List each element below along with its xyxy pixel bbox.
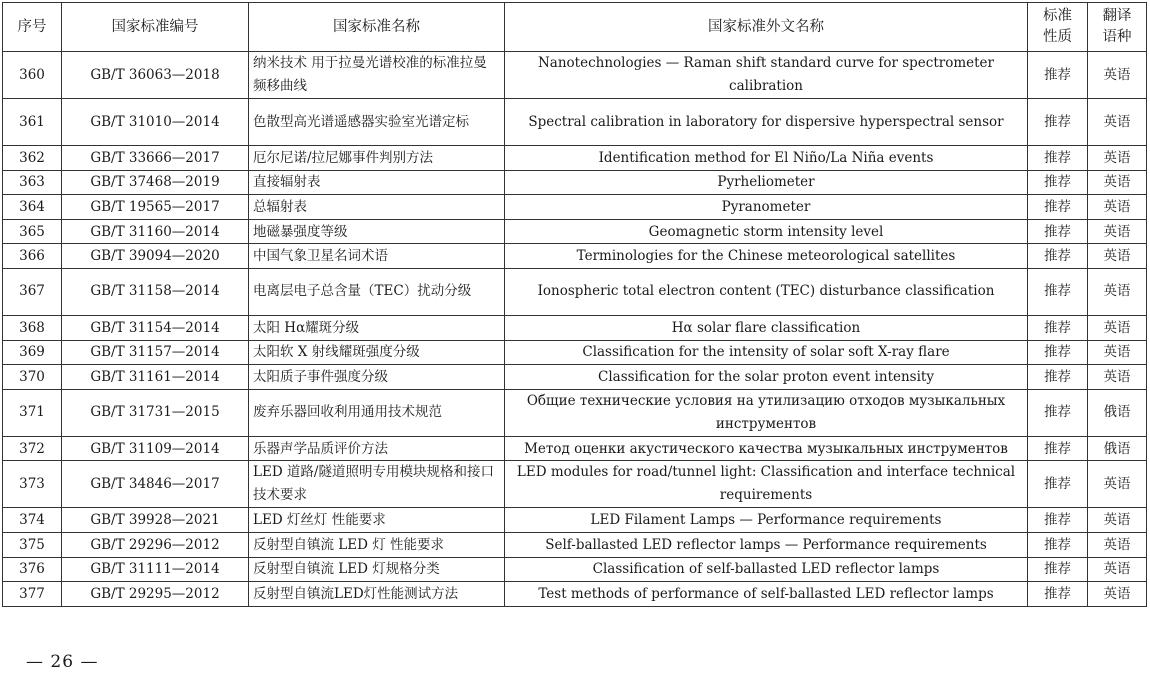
cell-nature: 推荐 [1028, 340, 1088, 365]
table-row [3, 99, 1147, 146]
cell-standard-code: GB/T 31160—2014 [62, 219, 249, 244]
cell-no: 374 [3, 508, 62, 533]
cell-language: 英语 [1088, 365, 1147, 390]
cell-nature: 推荐 [1028, 582, 1088, 607]
cell-nature: 推荐 [1028, 508, 1088, 533]
cell-nature: 推荐 [1028, 268, 1088, 315]
cell-no: 371 [3, 389, 62, 436]
cell-standard-name: 厄尔尼诺/拉尼娜事件判别方法 [249, 146, 505, 171]
cell-standard-code: GB/T 31158—2014 [62, 268, 249, 315]
cell-language: 英语 [1088, 532, 1147, 557]
table-row [3, 532, 1147, 557]
cell-foreign-name: Terminologies for the Chinese meteorological satellites [505, 244, 1028, 269]
table-row [3, 170, 1147, 195]
cell-foreign-name: Geomagnetic storm intensity level [505, 219, 1028, 244]
cell-language: 英语 [1088, 461, 1147, 508]
cell-standard-code: GB/T 29296—2012 [62, 532, 249, 557]
cell-standard-name: LED 灯丝灯 性能要求 [249, 508, 505, 533]
cell-standard-name: 反射型自镇流 LED 灯 性能要求 [249, 532, 505, 557]
cell-language: 英语 [1088, 582, 1147, 607]
cell-standard-code: GB/T 31109—2014 [62, 436, 249, 461]
cell-language: 英语 [1088, 508, 1147, 533]
cell-language: 俄语 [1088, 389, 1147, 436]
cell-no: 368 [3, 315, 62, 340]
cell-language: 英语 [1088, 557, 1147, 582]
cell-standard-code: GB/T 31731—2015 [62, 389, 249, 436]
cell-no: 362 [3, 146, 62, 171]
table-row [3, 461, 1147, 508]
table-row [3, 365, 1147, 390]
cell-foreign-name: Self-ballasted LED reflector lamps — Performance requirements [505, 532, 1028, 557]
cell-no: 375 [3, 532, 62, 557]
cell-foreign-name: Classification for the solar proton event intensity [505, 365, 1028, 390]
cell-foreign-name: Classification for the intensity of solar soft X-ray flare [505, 340, 1028, 365]
table-row [3, 268, 1147, 315]
cell-foreign-name: Nanotechnologies — Raman shift standard curve for spectrometer calibration [505, 52, 1028, 99]
cell-language: 英语 [1088, 99, 1147, 146]
cell-standard-name: 纳米技术 用于拉曼光谱校准的标准拉曼频移曲线 [249, 52, 505, 99]
page-number: — 26 — [26, 652, 99, 672]
cell-standard-name: 电离层电子总含量（TEC）扰动分级 [249, 268, 505, 315]
cell-standard-name: 中国气象卫星名词术语 [249, 244, 505, 269]
table-row [3, 557, 1147, 582]
cell-foreign-name: Метод оценки акустического качества музыкальных инструментов [505, 436, 1028, 461]
cell-nature: 推荐 [1028, 219, 1088, 244]
cell-standard-code: GB/T 37468—2019 [62, 170, 249, 195]
cell-language: 俄语 [1088, 436, 1147, 461]
cell-standard-code: GB/T 39094—2020 [62, 244, 249, 269]
cell-no: 367 [3, 268, 62, 315]
cell-nature: 推荐 [1028, 557, 1088, 582]
cell-nature: 推荐 [1028, 461, 1088, 508]
header-nature: 标准 性质 [1028, 3, 1088, 52]
table-row [3, 340, 1147, 365]
cell-standard-code: GB/T 31161—2014 [62, 365, 249, 390]
cell-no: 360 [3, 52, 62, 99]
cell-nature: 推荐 [1028, 170, 1088, 195]
cell-standard-name: 总辐射表 [249, 195, 505, 220]
cell-nature: 推荐 [1028, 52, 1088, 99]
cell-no: 372 [3, 436, 62, 461]
cell-nature: 推荐 [1028, 365, 1088, 390]
cell-nature: 推荐 [1028, 315, 1088, 340]
cell-standard-name: 直接辐射表 [249, 170, 505, 195]
cell-standard-name: 反射型自镇流 LED 灯规格分类 [249, 557, 505, 582]
header-lang: 翻译 语种 [1088, 3, 1147, 52]
cell-standard-name: 废弃乐器回收利用通用技术规范 [249, 389, 505, 436]
cell-foreign-name: Test methods of performance of self-ballasted LED reflector lamps [505, 582, 1028, 607]
cell-standard-code: GB/T 39928—2021 [62, 508, 249, 533]
cell-language: 英语 [1088, 219, 1147, 244]
cell-language: 英语 [1088, 170, 1147, 195]
cell-nature: 推荐 [1028, 532, 1088, 557]
cell-foreign-name: Spectral calibration in laboratory for dispersive hyperspectral sensor [505, 99, 1028, 146]
table-row [3, 219, 1147, 244]
cell-standard-name: 地磁暴强度等级 [249, 219, 505, 244]
cell-no: 365 [3, 219, 62, 244]
cell-language: 英语 [1088, 268, 1147, 315]
table-row [3, 508, 1147, 533]
cell-no: 376 [3, 557, 62, 582]
table-row [3, 582, 1147, 607]
cell-language: 英语 [1088, 52, 1147, 99]
table-row [3, 389, 1147, 436]
cell-nature: 推荐 [1028, 436, 1088, 461]
cell-no: 364 [3, 195, 62, 220]
table-header [3, 3, 1147, 52]
table-row [3, 315, 1147, 340]
cell-foreign-name: Общие технические условия на утилизацию отходов музыкальных инструментов [505, 389, 1028, 436]
standards-table [2, 2, 1147, 607]
cell-no: 366 [3, 244, 62, 269]
cell-no: 370 [3, 365, 62, 390]
header-name: 国家标准名称 [249, 3, 505, 52]
cell-language: 英语 [1088, 146, 1147, 171]
cell-no: 369 [3, 340, 62, 365]
cell-foreign-name: Pyranometer [505, 195, 1028, 220]
table-row [3, 195, 1147, 220]
cell-standard-code: GB/T 29295—2012 [62, 582, 249, 607]
cell-no: 363 [3, 170, 62, 195]
header-code: 国家标准编号 [62, 3, 249, 52]
cell-standard-code: GB/T 31111—2014 [62, 557, 249, 582]
cell-standard-code: GB/T 31154—2014 [62, 315, 249, 340]
cell-language: 英语 [1088, 195, 1147, 220]
cell-standard-name: 色散型高光谱遥感器实验室光谱定标 [249, 99, 505, 146]
cell-nature: 推荐 [1028, 244, 1088, 269]
cell-standard-name: 太阳软 X 射线耀斑强度分级 [249, 340, 505, 365]
header-no: 序号 [3, 3, 62, 52]
cell-standard-code: GB/T 36063—2018 [62, 52, 249, 99]
cell-foreign-name: LED modules for road/tunnel light: Classification and interface technical requirements [505, 461, 1028, 508]
cell-standard-name: LED 道路/隧道照明专用模块规格和接口技术要求 [249, 461, 505, 508]
cell-standard-name: 乐器声学品质评价方法 [249, 436, 505, 461]
cell-standard-name: 太阳 Hα耀斑分级 [249, 315, 505, 340]
cell-foreign-name: Hα solar flare classification [505, 315, 1028, 340]
cell-foreign-name: Identification method for El Niño/La Niña events [505, 146, 1028, 171]
cell-no: 361 [3, 99, 62, 146]
cell-standard-name: 太阳质子事件强度分级 [249, 365, 505, 390]
cell-foreign-name: Classification of self-ballasted LED reflector lamps [505, 557, 1028, 582]
cell-standard-name: 反射型自镇流LED灯性能测试方法 [249, 582, 505, 607]
cell-standard-code: GB/T 31157—2014 [62, 340, 249, 365]
cell-standard-code: GB/T 33666—2017 [62, 146, 249, 171]
table-body [3, 52, 1147, 607]
cell-standard-code: GB/T 34846—2017 [62, 461, 249, 508]
cell-no: 377 [3, 582, 62, 607]
cell-standard-code: GB/T 19565—2017 [62, 195, 249, 220]
table-row [3, 244, 1147, 269]
cell-nature: 推荐 [1028, 146, 1088, 171]
cell-no: 373 [3, 461, 62, 508]
cell-nature: 推荐 [1028, 195, 1088, 220]
cell-nature: 推荐 [1028, 99, 1088, 146]
table-row [3, 52, 1147, 99]
cell-language: 英语 [1088, 315, 1147, 340]
cell-standard-code: GB/T 31010—2014 [62, 99, 249, 146]
table-row [3, 146, 1147, 171]
cell-foreign-name: Ionospheric total electron content (TEC) disturbance classification [505, 268, 1028, 315]
header-foreign-name: 国家标准外文名称 [505, 3, 1028, 52]
cell-nature: 推荐 [1028, 389, 1088, 436]
table-row [3, 436, 1147, 461]
cell-language: 英语 [1088, 244, 1147, 269]
cell-foreign-name: Pyrheliometer [505, 170, 1028, 195]
cell-language: 英语 [1088, 340, 1147, 365]
cell-foreign-name: LED Filament Lamps — Performance requirements [505, 508, 1028, 533]
